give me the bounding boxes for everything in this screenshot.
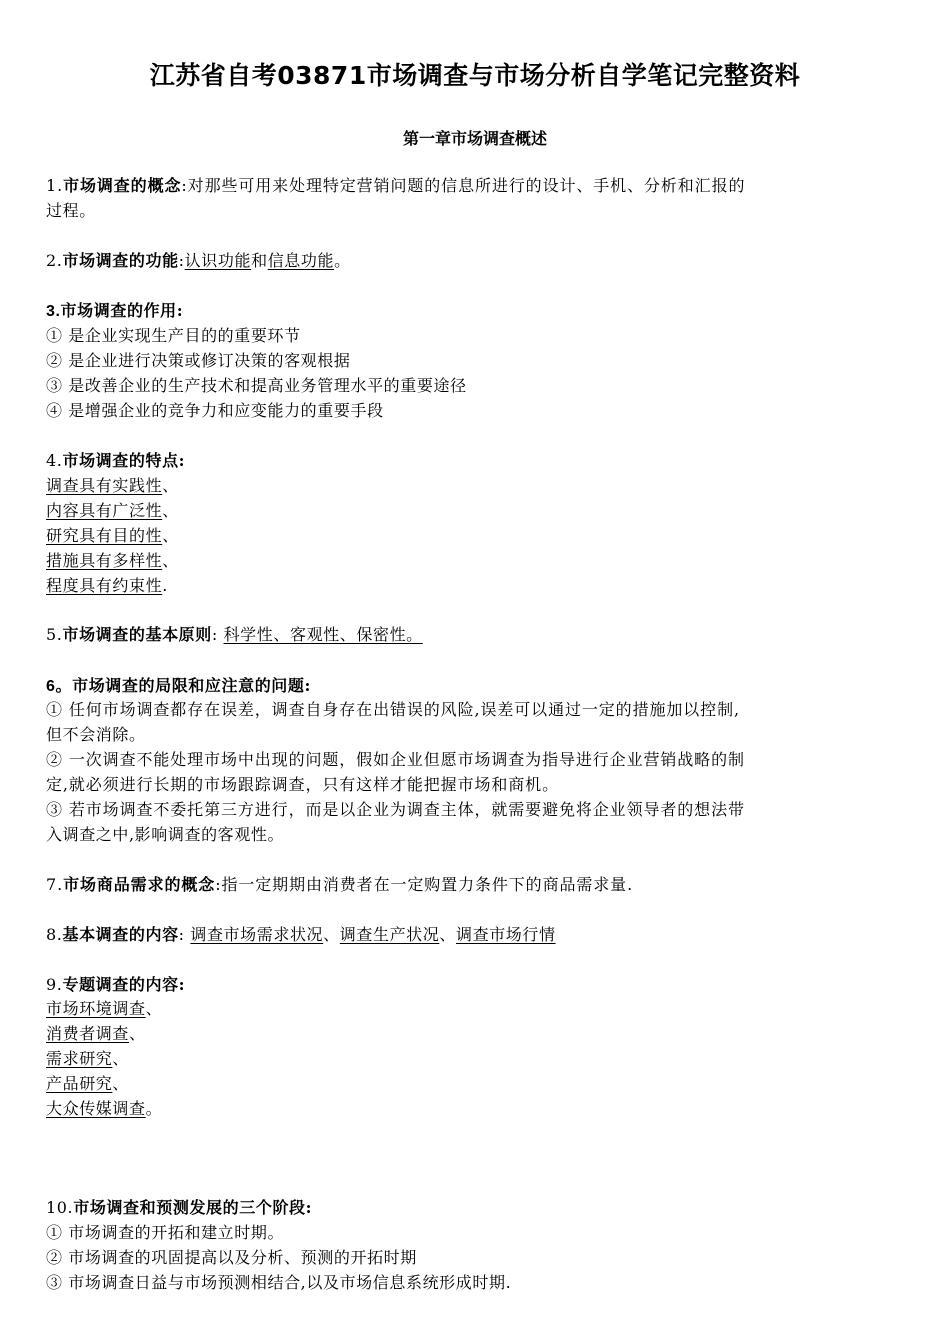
chapter-heading: 第一章市场调查概述 — [402, 129, 547, 148]
list-item: 程度具有约束性. — [46, 576, 168, 595]
section-1-line-1 — [46, 176, 745, 196]
paragraph-line: 入调查之中,影响调查的客观性。 — [46, 825, 285, 844]
section-1-line-2: 过程。 — [46, 201, 96, 220]
list-item: 产品研究、 — [46, 1074, 130, 1093]
section-heading: 专题调查的内容 — [62, 975, 179, 994]
paragraph-line: 但不会消除。 — [46, 725, 146, 744]
section-heading: 市场调查的概念 — [63, 176, 182, 195]
list-item: ① 是企业实现生产目的的重要环节 — [46, 326, 301, 345]
list-item: ③ 市场调查日益与市场预测相结合,以及市场信息系统形成时期. — [46, 1273, 512, 1292]
list-item: 需求研究、 — [46, 1049, 130, 1068]
section-heading: 市场调查的基本原则 — [62, 625, 212, 644]
section-heading: 市场调查的特点 — [62, 451, 179, 470]
list-item: ① 市场调查的开拓和建立时期。 — [46, 1223, 285, 1242]
section-3-heading: 3.市场调查的作用: — [46, 301, 184, 320]
section-heading: 基本调查的内容 — [62, 925, 179, 944]
section-heading: 市场调查的作用 — [60, 301, 177, 320]
section-number: 9. — [46, 975, 63, 994]
paragraph-line: 定,就必须进行长期的市场跟踪调查，只有这样才能把握市场和商机。 — [46, 775, 559, 794]
section-number: 2. — [46, 251, 63, 270]
function-cognition: 认识功能 — [184, 251, 252, 270]
section-6-heading: 6。市场调查的局限和应注意的问题: — [46, 676, 312, 695]
paragraph-line: ③ 若市场调查不委托第三方进行，而是以企业为调查主体，就需要避免将企业领导者的想法带 — [46, 800, 745, 819]
section-number: 6。 — [46, 678, 73, 695]
function-information: 信息功能 — [267, 251, 335, 270]
section-heading: 市场商品需求的概念 — [63, 875, 216, 894]
section-heading: 市场调查的功能 — [62, 251, 179, 270]
section-2: 2.市场调查的功能:认识功能和信息功能。 — [46, 251, 351, 270]
section-9-heading: 9.专题调查的内容: — [46, 975, 186, 994]
list-item: 调查具有实践性、 — [46, 476, 179, 495]
list-item: 大众传媒调查。 — [46, 1099, 163, 1118]
principles-value: 科学性、客观性、保密性。 — [223, 625, 423, 644]
list-item: ② 是企业进行决策或修订决策的客观根据 — [46, 351, 351, 370]
paragraph-line: ① 任何市场调查都存在误差，调查自身存在出错误的风险,误差可以通过一定的措施加以控制, — [46, 700, 740, 719]
section-7 — [46, 875, 633, 895]
paragraph-line: ② 一次调查不能处理市场中出现的问题，假如企业但愿市场调查为指导进行企业营销战略的制 — [46, 750, 745, 769]
section-text: :对那些可用来处理特定营销问题的信息所进行的设计、手机、分析和汇报的 — [181, 176, 746, 195]
section-number: 5. — [46, 625, 63, 644]
list-item: ④ 是增强企业的竞争力和应变能力的重要手段 — [46, 401, 384, 420]
list-item: 消费者调查、 — [46, 1024, 146, 1043]
section-heading: 市场调查和预测发展的三个阶段 — [73, 1198, 306, 1217]
section-10-heading: 10.市场调查和预测发展的三个阶段: — [46, 1198, 313, 1217]
section-4-heading: 4.市场调查的特点: — [46, 451, 186, 470]
list-item: ② 市场调查的巩固提高以及分析、预测的开拓时期 — [46, 1248, 417, 1267]
section-5: 5.市场调查的基本原则: 科学性、客观性、保密性。 — [46, 625, 423, 644]
list-item: 研究具有目的性、 — [46, 526, 179, 545]
section-heading: 市场调查的局限和应注意的问题 — [72, 676, 305, 695]
list-item: 措施具有多样性、 — [46, 551, 179, 570]
section-number: 4. — [46, 451, 63, 470]
list-item: 市场环境调查、 — [46, 999, 163, 1018]
section-text: :指一定期期由消费者在一定购置力条件下的商品需求量. — [215, 875, 634, 894]
list-item: 内容具有广泛性、 — [46, 501, 179, 520]
section-number: 7. — [46, 875, 64, 894]
section-8: 8.基本调查的内容: 调查市场需求状况、调查生产状况、调查市场行情 — [46, 925, 556, 944]
document-title: 江苏省自考03871市场调查与市场分析自学笔记完整资料 — [149, 61, 801, 90]
section-number: 10. — [46, 1198, 74, 1217]
section-number: 3. — [46, 303, 61, 320]
list-item: ③ 是改善企业的生产技术和提高业务管理水平的重要途径 — [46, 376, 467, 395]
section-number: 8. — [46, 925, 63, 944]
section-number: 1. — [46, 176, 64, 195]
